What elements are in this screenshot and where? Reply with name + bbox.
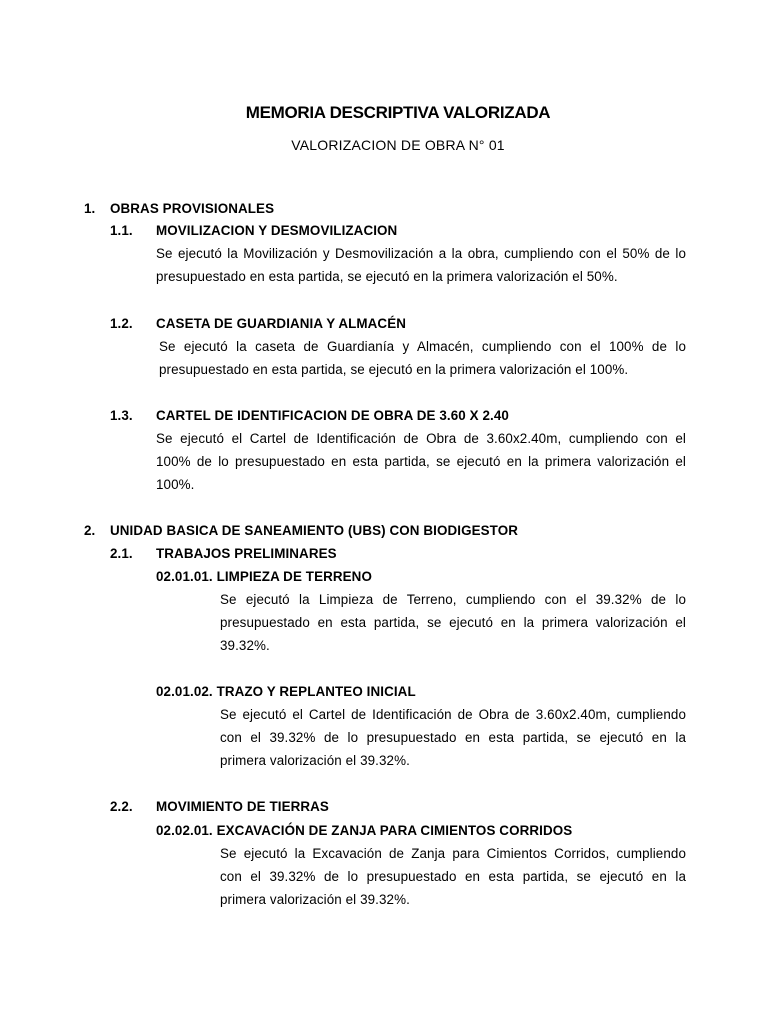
subsection-2-2-title: MOVIMIENTO DE TIERRAS bbox=[156, 799, 329, 814]
section-1-title: OBRAS PROVISIONALES bbox=[110, 201, 275, 216]
item-02-01-01-heading: 02.01.01. LIMPIEZA DE TERRENO bbox=[156, 569, 372, 584]
section-2-title: UNIDAD BASICA DE SANEAMIENTO (UBS) CON BIODIGESTOR bbox=[110, 523, 518, 538]
paragraph-line: Se ejecutó el Cartel de Identificación de Obra de 3.60x2.40m, cumpliendo bbox=[220, 707, 686, 722]
paragraph-line: con el 39.32% de lo presupuestado en esta partida, se ejecutó en la bbox=[220, 869, 686, 884]
subsection-1-2-number: 1.2. bbox=[110, 316, 133, 331]
subsection-2-2-number: 2.2. bbox=[110, 799, 133, 814]
paragraph-line: 100%. bbox=[156, 477, 195, 492]
paragraph-line: Se ejecutó la Limpieza de Terreno, cumpliendo con el 39.32% de lo bbox=[220, 592, 686, 607]
document-subtitle: VALORIZACION DE OBRA N° 01 bbox=[291, 137, 505, 153]
section-2-number: 2. bbox=[84, 523, 96, 538]
document-title: MEMORIA DESCRIPTIVA VALORIZADA bbox=[245, 103, 551, 122]
paragraph-line: Se ejecutó el Cartel de Identificación de Obra de 3.60x2.40m, cumpliendo con el bbox=[156, 431, 686, 446]
paragraph-line: 100% de lo presupuestado en esta partida, se ejecutó en la primera valorización el bbox=[156, 454, 686, 469]
paragraph-line: 39.32%. bbox=[220, 638, 270, 653]
paragraph-line: primera valorización el 39.32%. bbox=[220, 753, 410, 768]
subsection-1-3-title: CARTEL DE IDENTIFICACION DE OBRA DE 3.60 X 2.40 bbox=[156, 408, 509, 423]
paragraph-line: con el 39.32% de lo presupuestado en esta partida, se ejecutó en la bbox=[220, 730, 686, 745]
subsection-1-1-number: 1.1. bbox=[110, 223, 133, 238]
item-02-02-01-heading: 02.02.01. EXCAVACIÓN DE ZANJA PARA CIMIENTOS CORRIDOS bbox=[156, 823, 573, 838]
paragraph-line: Se ejecutó la Movilización y Desmovilización a la obra, cumpliendo con el 50% de lo bbox=[156, 246, 686, 261]
item-02-01-02-heading: 02.01.02. TRAZO Y REPLANTEO INICIAL bbox=[156, 684, 416, 699]
subsection-2-1-title: TRABAJOS PRELIMINARES bbox=[156, 546, 337, 561]
subsection-1-2-title: CASETA DE GUARDIANIA Y ALMACÉN bbox=[156, 316, 406, 331]
paragraph-line: primera valorización el 39.32%. bbox=[220, 892, 410, 907]
section-1-number: 1. bbox=[84, 201, 96, 216]
subsection-1-3-number: 1.3. bbox=[110, 408, 133, 423]
paragraph-line: Se ejecutó la Excavación de Zanja para Cimientos Corridos, cumpliendo bbox=[220, 846, 686, 861]
paragraph-line: presupuestado en esta partida, se ejecutó en la primera valorización el 100%. bbox=[159, 362, 629, 377]
subsection-1-1-title: MOVILIZACION Y DESMOVILIZACION bbox=[156, 223, 398, 238]
paragraph-line: presupuestado en esta partida, se ejecutó en la primera valorización el 50%. bbox=[156, 269, 618, 284]
subsection-2-1-number: 2.1. bbox=[110, 546, 133, 561]
paragraph-line: Se ejecutó la caseta de Guardianía y Almacén, cumpliendo con el 100% de lo bbox=[159, 339, 686, 354]
paragraph-line: presupuestado en esta partida, se ejecutó en la primera valorización el bbox=[220, 615, 686, 630]
